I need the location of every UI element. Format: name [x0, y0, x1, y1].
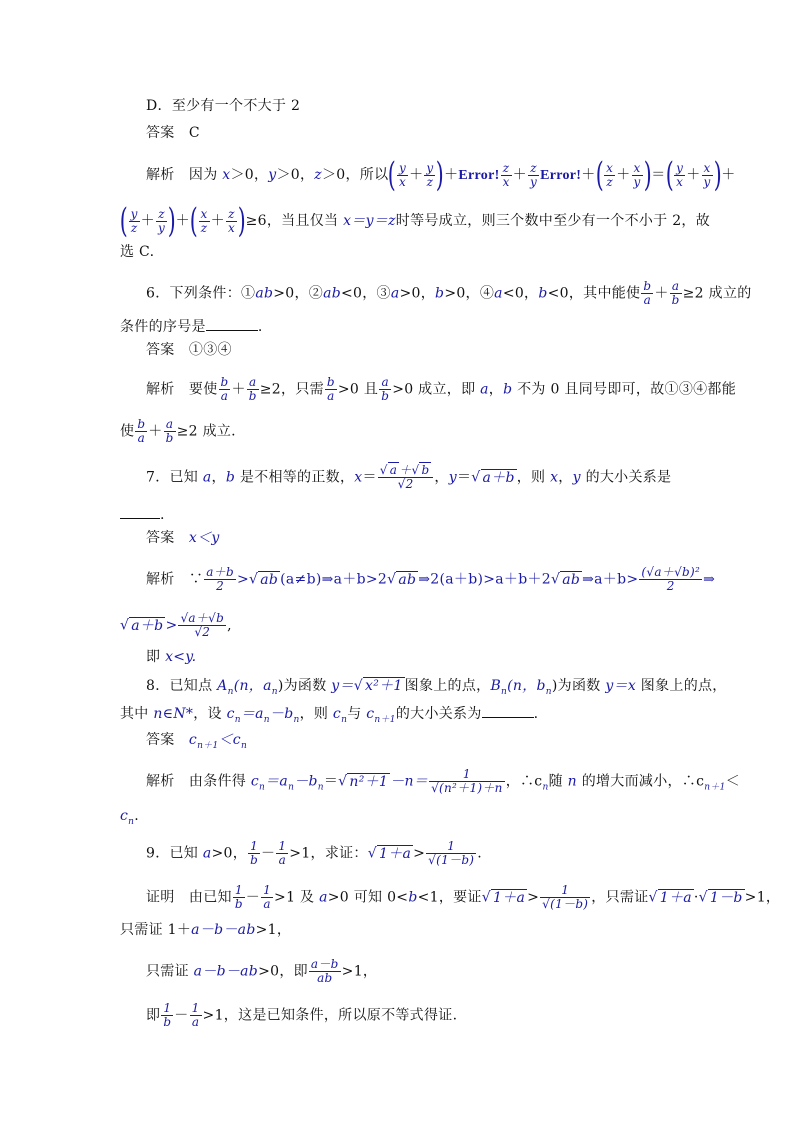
analysis-8-line2: $c_n$.	[120, 808, 140, 827]
analysis-6-line1: 解析 要使 $\frac{b}{a}$ ＋ $\frac{a}{b}$ ≥2，只需 $\frac{b}{a}$ >0 且 $\frac{a}{b}$ >0 成立，即 a，b 不为 0 且同号即可，故①③④都能	[146, 375, 737, 403]
answer-5: 答案 C	[146, 125, 200, 141]
proof-9-line4: 即 $\frac{1}{b}$ － $\frac{1}{a}$ >1，这是已知条件，所以原不等式得证.	[146, 1001, 458, 1029]
question-7-line2: .	[120, 504, 676, 525]
analysis-7-line3: 即 x<y.	[146, 649, 197, 665]
analysis-8-line1: 解析 由条件得 $c_n=a_n-b_n=√$ n²＋1 －n＝ $\frac{1}{\text{√(n²＋1)＋n}}$ ，$\therefore c_n$随 n 的增大而减小，$\therefore c_{n+1}<$	[146, 767, 740, 795]
question-6-line2: 条件的序号是 .	[120, 316, 676, 337]
proof-9-line3: 只需证 a－b－ab>0，即 $\frac{a-b}{ab}$ >1，	[146, 957, 378, 985]
analysis-7-line2: √ a＋b > $\frac{√a+√b}{√2}$ ,	[120, 611, 232, 639]
answer-blank-8	[482, 703, 534, 718]
answer-blank-6	[206, 316, 258, 331]
answer-7: 答案 x＜y	[146, 530, 220, 546]
analysis-5-line3: 选 C.	[120, 244, 155, 260]
proof-9-line2: 只需证 1＋a－b－ab>1，	[120, 922, 292, 938]
option-d: D．至少有一个不大于 2	[146, 98, 301, 114]
analysis-6-line2: 使 $\frac{b}{a}$ ＋ $\frac{a}{b}$ ≥2 成立.	[120, 417, 236, 445]
question-9: 9．已知 a>0， $\frac{1}{b}$ － $\frac{1}{a}$ >1，求证：√ 1＋a > $\frac{1}{√(1-b)}$ .	[146, 839, 483, 867]
proof-9-line1: 证明 由已知 $\frac{1}{b}$ － $\frac{1}{a}$ >1 及 a>0 可知 0<b<1，要证√ 1＋a > $\frac{1}{√(1-b)}$ ，只需证√ 1＋a ·√ 1－b >1，	[146, 883, 781, 911]
answer-blank-7	[120, 504, 160, 519]
analysis-5-line1: 解析 因为 x＞0，y＞0，z＞0，所以( $\frac{y}{x}$ ＋ $\frac{y}{z}$ )＋Error! $\frac{z}{x}$ ＋ $\frac{z}{y}$ Error!＋( $\frac{x}{z}$ ＋ $\frac{x}{y}$ )＝( $\frac{y}{x}$ ＋ $\frac{x}{y}$ )＋	[146, 155, 736, 195]
answer-8: 答案 $c_{n+1}<c_n$	[146, 732, 248, 751]
analysis-5-line2: ( $\frac{y}{z}$ ＋ $\frac{z}{y}$ )＋( $\frac{x}{z}$ ＋ $\frac{z}{x}$ )≥6，当且仅当 x＝y＝z时等号成立，则三个数中至少有一个不小于 2，故	[119, 201, 711, 241]
question-8: 8．已知点 $A_n(n$，$a_n$)为函数 y＝√ x²＋1 图象上的点，$B_n(n$，$b_n$)为函数 y＝x 图象上的点，	[146, 678, 727, 697]
question-8-line2: 其中 n∈N*，设 $c_n=a_n-b_n$，则 $c_n$与 $c_{n+1}$的大小关系为 .	[120, 703, 676, 730]
answer-6: 答案 ①③④	[146, 342, 232, 358]
question-6: 6．下列条件：①ab>0，②ab<0，③a>0，b>0，④a<0，b<0，其中能使 $\frac{b}{a}$ ＋ $\frac{a}{b}$ ≥2 成立的	[146, 279, 752, 307]
question-7: 7．已知 a，b 是不相等的正数，x＝ $\frac{√ a +√ b}{√2}$ ，y＝√ a＋b ，则 x，y 的大小关系是	[146, 463, 672, 491]
analysis-7-line1: 解析 ∵ $\frac{a+b}{2}$ >√ ab (a≠b)⇒a＋b>2√ ab ⇒2(a＋b)>a＋b＋2√ ab ⇒a＋b> $\frac{\text{(√a＋√b)²}}{2}$ ⇒	[146, 565, 716, 593]
